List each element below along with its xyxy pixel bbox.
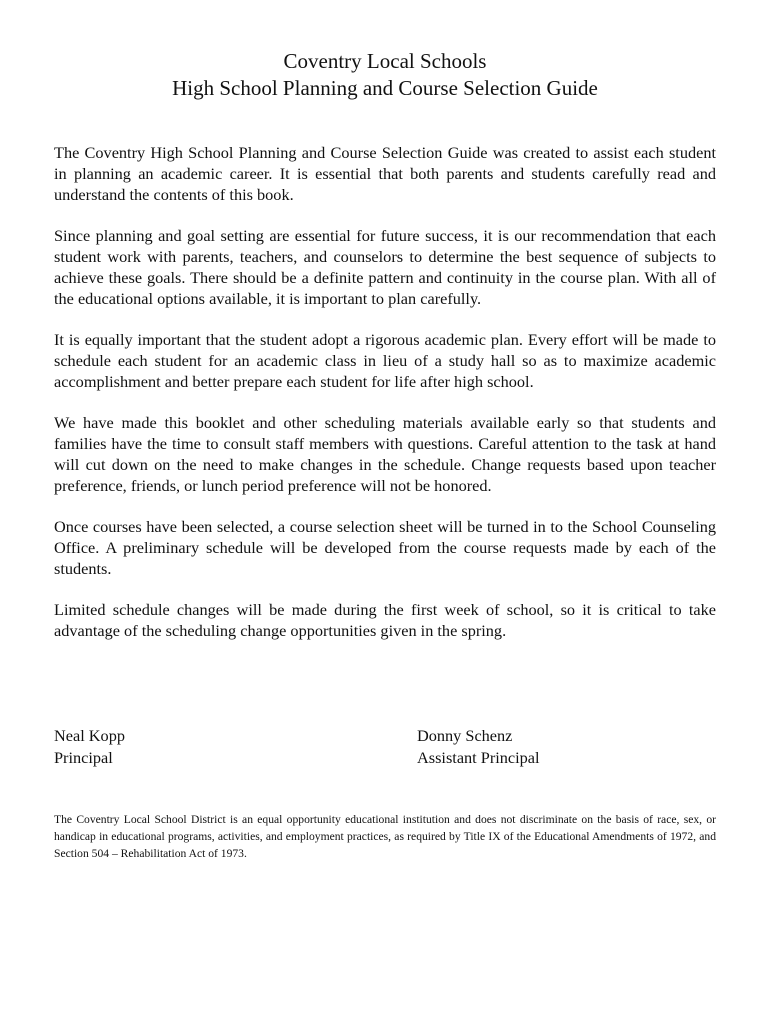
letter-body <box>54 142 716 661</box>
signature-name: Donny Schenz <box>417 726 513 745</box>
document-title <box>0 48 770 102</box>
paragraph-planning: Since planning and goal setting are essential for future success, it is our recommendation that each student work with parents, teachers, and counselors to determine the best sequence of subjects to achieve these goals. There should be a definite pattern and continuity in the course plan. With all of the educational options available, it is important to plan carefully. <box>54 226 716 308</box>
paragraph-changes: Limited schedule changes will be made during the first week of school, so it is critical to take advantage of the scheduling change opportunities given in the spring. <box>54 600 716 640</box>
paragraph-booklet: We have made this booklet and other scheduling materials available early so that students and families have the time to consult staff members with questions. Careful attention to the task at hand will cut down on the need to make changes in the schedule. Change requests based upon teacher preference, friends, or lunch period preference will not be honored. <box>54 413 716 495</box>
paragraph-intro: The Coventry High School Planning and Course Selection Guide was created to assist each student in planning an academic career. It is essential that both parents and students carefully read and understand the contents of this book. <box>54 143 716 204</box>
signature-principal <box>54 725 125 769</box>
paragraph-rigor: It is equally important that the student adopt a rigorous academic plan. Every effort will be made to schedule each student for an academic class in lieu of a study hall so as to maximize academic accomplishment and better prepare each student for life after high school. <box>54 330 716 391</box>
title-line-school: Coventry Local Schools <box>283 49 487 73</box>
signature-name: Neal Kopp <box>54 726 125 745</box>
signature-title: Principal <box>54 748 113 767</box>
signature-assistant-principal <box>417 725 540 769</box>
signature-title: Assistant Principal <box>417 748 540 767</box>
equal-opportunity-notice: The Coventry Local School District is an equal opportunity educational institution and does not discriminate on the basis of race, sex, or handicap in educational programs, activities, and employment practices, as required by Title IX of the Educational Amendments of 1972, and Section 504 – Rehabilitation Act of 1973. <box>54 812 716 860</box>
title-line-guide: High School Planning and Course Selection Guide <box>172 76 598 100</box>
paragraph-selection: Once courses have been selected, a course selection sheet will be turned in to the School Counseling Office. A preliminary schedule will be developed from the course requests made by each of the students. <box>54 517 716 578</box>
